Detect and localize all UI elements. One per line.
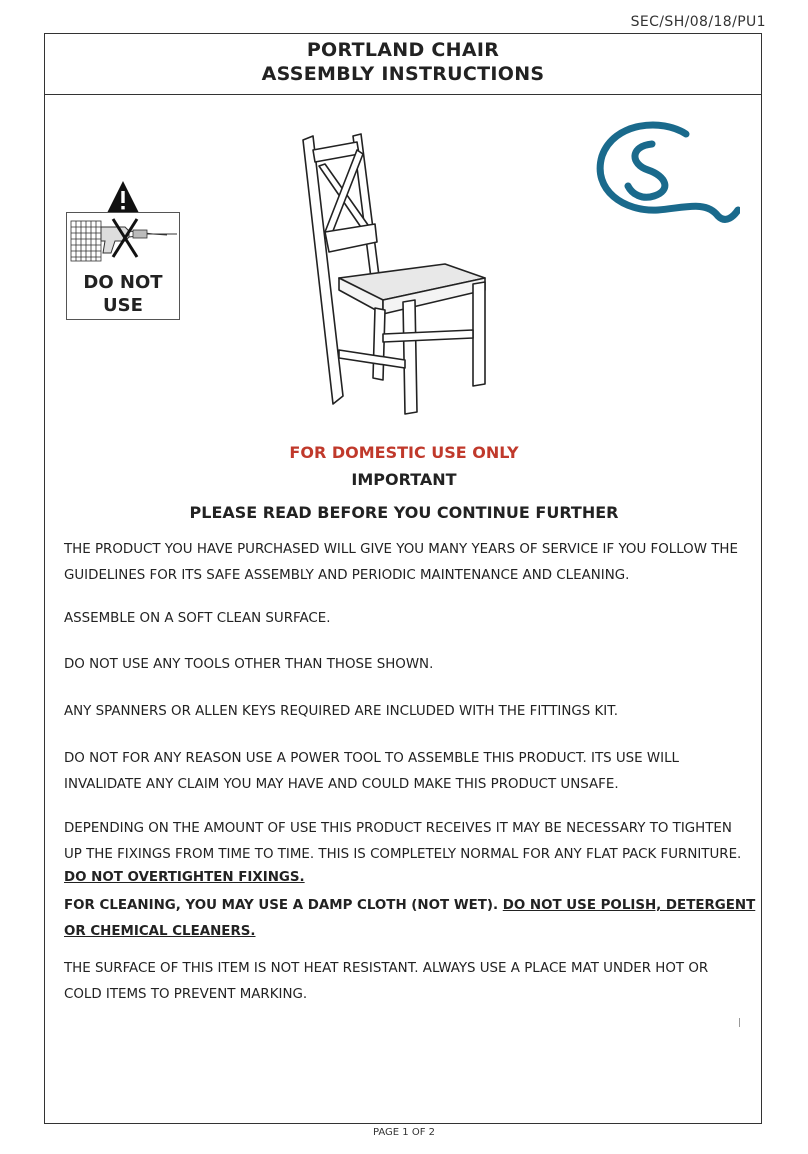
intro-paragraph (64, 537, 764, 589)
intro-line-2: GUIDELINES FOR ITS SAFE ASSEMBLY AND PERIODIC MAINTENANCE AND CLEANING. (64, 568, 630, 583)
power-tool-warning (66, 178, 182, 321)
spanners-paragraph: ANY SPANNERS OR ALLEN KEYS REQUIRED ARE INCLUDED WITH THE FITTINGS KIT. (64, 704, 619, 719)
cleaning-warning-part2: OR CHEMICAL CLEANERS. (64, 924, 256, 939)
chair-illustration (295, 128, 500, 420)
intro-line-1: THE PRODUCT YOU HAVE PURCHASED WILL GIVE YOU MANY YEARS OF SERVICE IF YOU FOLLOW THE (64, 542, 738, 557)
power-tool-paragraph (64, 746, 764, 798)
power-tool-line-2: INVALIDATE ANY CLAIM YOU MAY HAVE AND COULD MAKE THIS PRODUCT UNSAFE. (64, 777, 619, 792)
heat-paragraph (64, 956, 764, 1008)
title-box (45, 34, 761, 95)
do-not-use-label-line1: DO NOT (83, 272, 163, 293)
page-title: PORTLAND CHAIR (306, 39, 500, 61)
brand-logo-icon (594, 120, 740, 224)
cleaning-text: FOR CLEANING, YOU MAY USE A DAMP CLOTH (NOT WET). (64, 898, 503, 913)
tighten-line-2: UP THE FIXINGS FROM TIME TO TIME. THIS IS COMPLETELY NORMAL FOR ANY FLAT PACK FURNITURE. (64, 847, 742, 862)
heat-line-1: THE SURFACE OF THIS ITEM IS NOT HEAT RESISTANT. ALWAYS USE A PLACE MAT UNDER HOT OR (64, 961, 709, 976)
tools-paragraph: DO NOT USE ANY TOOLS OTHER THAN THOSE SHOWN. (64, 657, 434, 672)
margin-mark (739, 1018, 740, 1027)
important-heading: IMPORTANT (351, 470, 457, 489)
no-power-tool-icon (67, 213, 181, 273)
do-not-use-label-line2: USE (103, 295, 143, 316)
tighten-paragraph (64, 816, 764, 888)
document-code: SEC/SH/08/18/PU1 (630, 14, 766, 30)
do-not-use-label (66, 271, 180, 317)
overtighten-warning: DO NOT OVERTIGHTEN FIXINGS. (64, 870, 305, 885)
soft-surface-paragraph: ASSEMBLE ON A SOFT CLEAN SURFACE. (64, 611, 331, 626)
cleaning-warning-part1: DO NOT USE POLISH, DETERGENT (502, 898, 756, 913)
domestic-use-notice: FOR DOMESTIC USE ONLY (289, 443, 519, 462)
cleaning-paragraph (64, 893, 764, 945)
heat-line-2: COLD ITEMS TO PREVENT MARKING. (64, 987, 308, 1002)
cleaning-line-1 (64, 893, 764, 919)
tighten-line-1: DEPENDING ON THE AMOUNT OF USE THIS PRODUCT RECEIVES IT MAY BE NECESSARY TO TIGHTEN (64, 821, 732, 836)
power-tool-line-1: DO NOT FOR ANY REASON USE A POWER TOOL TO ASSEMBLE THIS PRODUCT. ITS USE WILL (64, 751, 680, 766)
please-read-heading: PLEASE READ BEFORE YOU CONTINUE FURTHER (189, 503, 619, 522)
page-subtitle: ASSEMBLY INSTRUCTIONS (261, 63, 545, 85)
page-number: PAGE 1 OF 2 (372, 1127, 435, 1138)
